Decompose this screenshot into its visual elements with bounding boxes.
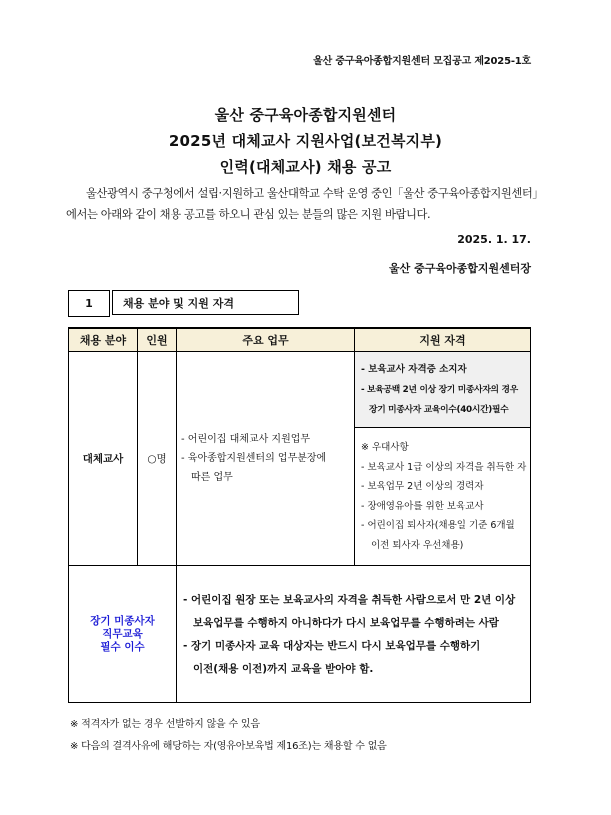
mandatory-desc-line: - 어린이집 원장 또는 보육교사의 자격을 취득한 사람으로서 만 2년 이상 — [183, 594, 516, 606]
field-cell: 대체교사 — [69, 352, 138, 566]
mandatory-desc-line: 이전(채용 이전)까지 교육을 받아야 함. — [193, 663, 374, 675]
header-headcount: 인원 — [138, 328, 177, 352]
recruitment-table — [68, 327, 531, 703]
footnote: ※ 적격자가 없는 경우 선발하지 않을 수 있음 — [70, 719, 260, 730]
preference-item: - 보육교사 1급 이상의 자격을 취득한 자 — [361, 461, 527, 473]
mandatory-label-line: 직무교육 — [102, 627, 143, 640]
mandatory-label-line: 필수 이수 — [100, 640, 145, 653]
header-requirements: 지원 자격 — [355, 328, 531, 352]
notice-number: 울산 중구육아종합지원센터 모집공고 제2025-1호 — [313, 56, 531, 67]
duty-item: - 어린이집 대체교사 지원업무 — [181, 434, 311, 445]
duty-item: 따른 업무 — [191, 472, 233, 483]
announcement-date: 2025. 1. 17. — [457, 233, 531, 246]
requirements-cell — [355, 352, 531, 428]
section-title: 채용 분야 및 지원 자격 — [112, 290, 299, 315]
table-row — [69, 566, 531, 703]
duty-item: - 육아종합지원센터의 업무분장에 — [181, 453, 327, 464]
mandatory-training-label — [69, 566, 177, 703]
preferences-cell — [355, 428, 531, 566]
table-header-row — [69, 328, 531, 352]
preference-item: - 보육업무 2년 이상의 경력자 — [361, 481, 484, 492]
page-title: 울산 중구육아종합지원센터 — [214, 106, 397, 124]
headcount-cell: ○명 — [138, 352, 177, 566]
requirement-item: - 보육교사 자격증 소지자 — [361, 363, 467, 375]
mandatory-desc-line: 보육업무를 수행하지 아니하다가 다시 보육업무를 수행하려는 사람 — [193, 617, 499, 629]
table-row — [69, 352, 531, 428]
intro-text: 울산광역시 중구청에서 설립·지원하고 울산대학교 수탁 운영 중인「울산 중구육아종합지원센터」에서는 아래와 같이 채용 공고를 하오니 관심 있는 분들의 많은 지원 바랍니다. — [66, 187, 544, 221]
mandatory-training-description — [177, 566, 531, 703]
mandatory-label-line: 장기 미종사자 — [90, 614, 155, 627]
header-duties: 주요 업무 — [177, 328, 355, 352]
page-subtitle: 2025년 대체교사 지원사업(보건복지부) — [168, 132, 443, 150]
requirement-item: 장기 미종사자 교육이수(40시간)필수 — [369, 404, 509, 415]
section-number: 1 — [68, 290, 110, 317]
duties-cell — [177, 352, 355, 566]
footnote: ※ 다음의 결격사유에 해당하는 자(영유아보육법 제16조)는 채용할 수 없음 — [70, 741, 387, 752]
header-field: 채용 분야 — [69, 328, 138, 352]
preference-item: - 장애영유아를 위한 보육교사 — [361, 500, 484, 512]
preferences-title: ※ 우대사항 — [361, 442, 409, 453]
organization-name: 울산 중구육아종합지원센터장 — [389, 262, 531, 275]
requirement-item: - 보육공백 2년 이상 장기 미종사자의 경우 — [361, 384, 518, 395]
preference-item: - 어린이집 퇴사자(채용일 기준 6개월 — [361, 520, 515, 531]
preference-item: 이전 퇴사자 우선채용) — [371, 539, 464, 551]
page-subtitle-2: 인력(대체교사) 채용 공고 — [219, 158, 392, 176]
mandatory-desc-line: - 장기 미종사자 교육 대상자는 반드시 다시 보육업무를 수행하기 — [183, 640, 481, 652]
